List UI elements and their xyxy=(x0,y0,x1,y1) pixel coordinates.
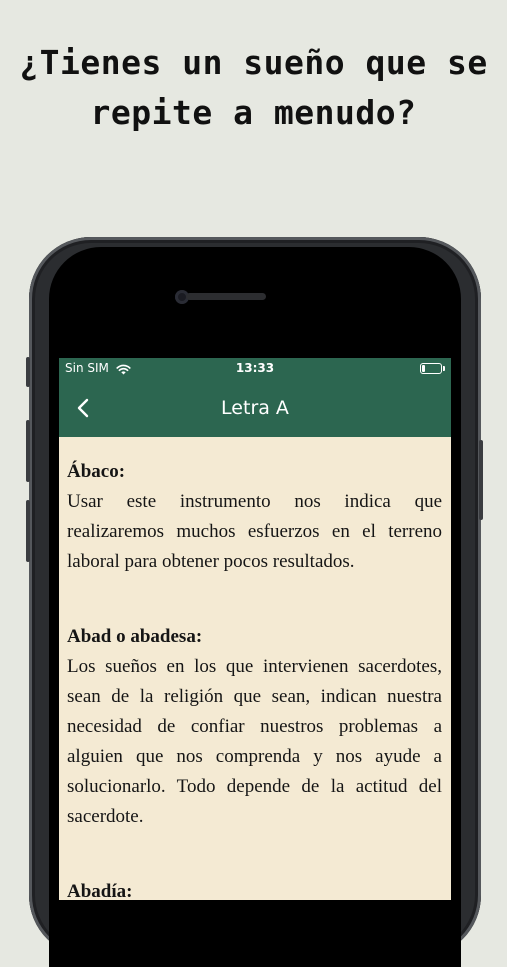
promo-headline xyxy=(0,38,507,138)
volume-down-button xyxy=(26,500,30,562)
carrier-label: Sin SIM xyxy=(65,361,109,375)
dictionary-entry xyxy=(67,622,442,832)
app-header xyxy=(59,358,451,437)
entry-term: Abad o abadesa: xyxy=(67,626,203,647)
dictionary-entry xyxy=(67,457,442,577)
dictionary-content[interactable] xyxy=(59,437,451,900)
entry-definition: Usar este instrumento nos indica que realizaremos muchos esfuerzos en el terreno laboral para obtener pocos resultados. xyxy=(67,491,442,572)
phone-screen xyxy=(59,358,451,900)
status-bar xyxy=(59,358,451,378)
status-time: 13:33 xyxy=(235,361,275,375)
entry-definition: Los sueños en los que intervienen sacerdotes, sean de la religión que sean, indican nuestra necesidad de confiar nuestros problemas a alguien que nos comprenda y nos ayude a solucionarlo. Todo depende de la actitud del sacerdote. xyxy=(67,656,442,827)
volume-up-button xyxy=(26,420,30,482)
headline-line-2: repite a menudo? xyxy=(90,93,417,132)
entry-term: Abadía: xyxy=(67,881,133,900)
battery-icon xyxy=(420,363,442,374)
entry-term: Ábaco: xyxy=(67,461,126,482)
earpiece-speaker xyxy=(186,293,266,300)
dictionary-entry xyxy=(67,877,442,900)
page-title: Letra A xyxy=(221,397,289,419)
power-button xyxy=(479,440,483,520)
headline-line-1: ¿Tienes un sueño que se xyxy=(19,43,488,82)
mute-switch xyxy=(26,357,30,387)
